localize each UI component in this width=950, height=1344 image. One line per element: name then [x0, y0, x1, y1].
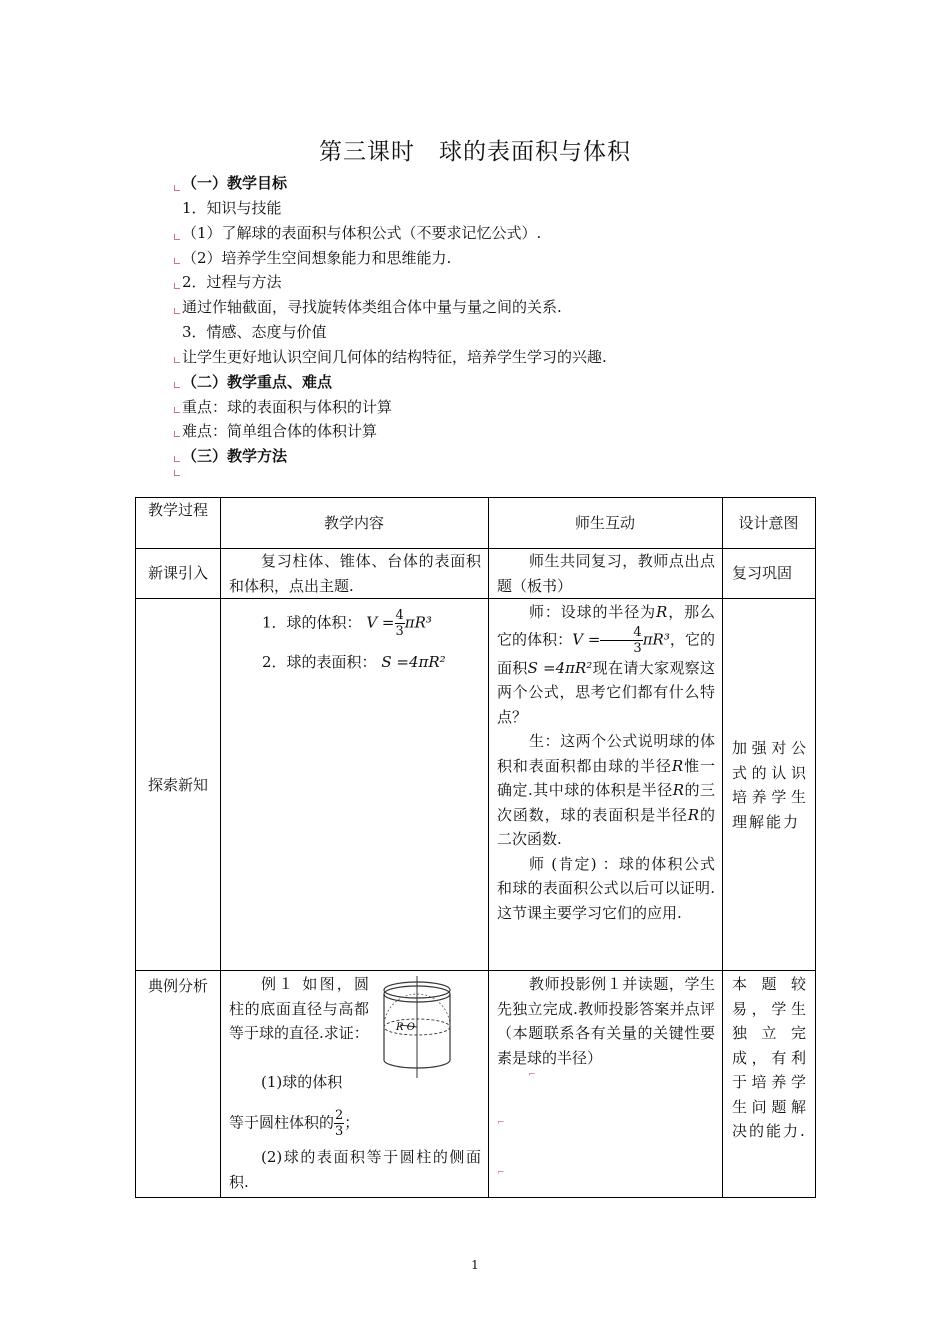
- formula-v-rhs: πR³: [404, 613, 432, 632]
- paragraph-mark: [174, 382, 180, 388]
- example-part-1b: 等于圆柱体积的 $\frac{2}{3}$ ；: [229, 1108, 360, 1139]
- table-rule: [488, 497, 489, 1198]
- objective-line: （2）培养学生空间想象能力和思维能力.: [182, 249, 452, 267]
- surface-label: 2．球的表面积：: [262, 653, 377, 671]
- header-interaction: 师生互动: [574, 514, 635, 532]
- figure-label: R O: [396, 1022, 415, 1033]
- header-intent: 设计意图: [738, 514, 799, 532]
- table-rule: [135, 598, 816, 599]
- row2-interaction: 师：设球的半径为R，那么它的体积：V = $\frac{4}{3}$ πR³，它的面积S =4πR²现在请大家观察这两个公式，思考它们都有什么特点？ 生：这两个公式说明球的体积和表面积都由球的半径R惟一确定.其中球的体积是半径R的三次函数，球的表面积是半径R的二次函数. 师 (肯定) ：球的体积公式和球的表面积公式以后可以证明.这节课主要学习它们的应用.: [497, 600, 715, 925]
- paragraph-mark: [174, 470, 180, 476]
- formula-v-lhs: V =: [366, 613, 395, 632]
- objective-line: （1）了解球的表面积与体积公式（不要求记忆公式）.: [182, 224, 542, 242]
- paragraph-mark: [174, 407, 180, 413]
- example-statement: 例１ 如图，圆柱的底面直径与高都等于球的直径.求证：: [229, 975, 369, 1042]
- table-rule: [135, 497, 136, 1198]
- objective-line: 2．过程与方法: [182, 273, 282, 291]
- section-heading-3: （三）教学方法: [182, 447, 288, 465]
- header-stage: 教学过程: [147, 501, 208, 519]
- page-title: 第三课时 球的表面积与体积: [319, 139, 631, 165]
- key-point-line: 重点：球的表面积与体积的计算: [182, 398, 393, 416]
- paragraph-mark: [174, 234, 180, 240]
- paragraph-mark: [174, 185, 180, 191]
- row1-content: 复习柱体、锥体、台体的表面积和体积，点出主题.: [229, 552, 481, 595]
- objective-line: 让学生更好地认识空间几何体的结构特征，培养学生学习的兴趣.: [182, 348, 607, 366]
- paragraph-mark: [174, 283, 180, 289]
- table-rule: [135, 1197, 816, 1198]
- fraction: $\frac{2}{3}$: [335, 1108, 344, 1139]
- paragraph-mark: [174, 357, 180, 363]
- difficulty-line: 难点：简单组合体的体积计算: [182, 422, 378, 440]
- volume-formula: [262, 608, 482, 639]
- table-rule: [815, 497, 816, 1198]
- row3-intent: 本题较易，学生独立完成，有利于培养学生问题解决的能力.: [732, 975, 808, 1140]
- fraction: $\frac{4}{3}$: [395, 608, 404, 639]
- objective-line: 通过作轴截面，寻找旋转体类组合体中量与量之间的关系.: [182, 298, 562, 316]
- paragraph-mark: [174, 308, 180, 314]
- surface-formula: [262, 650, 482, 675]
- paragraph-mark: ⌐: [497, 1168, 505, 1178]
- objective-line: 3．情感、态度与价值: [182, 323, 327, 341]
- row1-stage: 新课引入: [147, 564, 208, 582]
- row1-intent: 复习巩固: [732, 564, 793, 582]
- section-heading-1: （一）教学目标: [182, 174, 288, 192]
- table-rule: [722, 497, 723, 1198]
- paragraph-mark: ⌐: [497, 1118, 505, 1128]
- row2-intent: 加强对公式的认识培养学生理解能力: [732, 739, 808, 831]
- row1-interaction: 师生共同复习，教师点出点题（板书）: [497, 552, 715, 595]
- example-part-2: (2)球的表面积等于圆柱的侧面积.: [229, 1148, 481, 1191]
- table-rule: [220, 497, 221, 1198]
- cylinder-sphere-figure: [380, 972, 458, 1084]
- teacher-affirmation: 师 (肯定) ：球的体积公式和球的表面积公式以后可以证明.这节课主要学习它们的应用.: [497, 854, 715, 922]
- table-rule: [135, 970, 816, 971]
- row2-stage: 探索新知: [147, 776, 208, 794]
- row3-stage: 典例分析: [147, 977, 208, 995]
- volume-label: 1．球的体积：: [262, 613, 362, 632]
- formula-s: S =4πR²: [381, 653, 446, 671]
- paragraph-mark: [174, 456, 180, 462]
- section-heading-2: （二）教学重点、难点: [182, 373, 333, 391]
- paragraph-mark: [174, 258, 180, 264]
- paragraph-mark: [174, 431, 180, 437]
- header-content: 教学内容: [323, 514, 384, 532]
- table-rule: [135, 497, 816, 498]
- row3-interaction: 教师投影例１并读题，学生先独立完成.教师投影答案并点评（本题联系各有关量的关键性要素是球的半径）: [497, 975, 715, 1067]
- page-number: 1: [471, 1258, 479, 1272]
- objective-line: 1．知识与技能: [182, 199, 282, 217]
- paragraph-mark: ⌐: [528, 1070, 536, 1080]
- example-part-1a: (1)球的体积: [261, 1073, 343, 1091]
